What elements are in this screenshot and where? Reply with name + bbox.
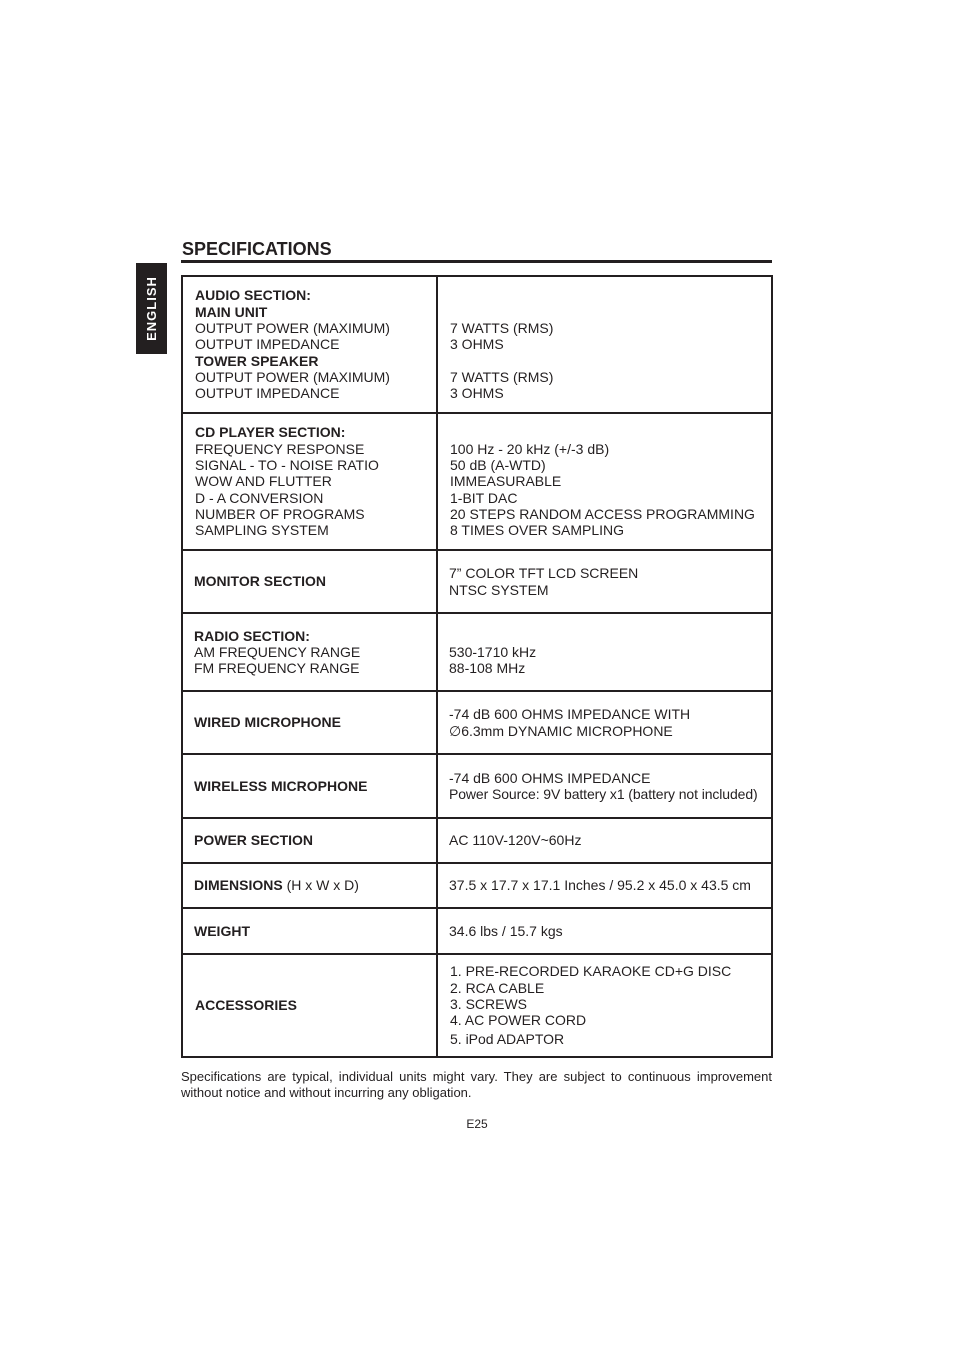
spec-value: -74 dB 600 OHMS IMPEDANCE WITH	[449, 706, 691, 723]
spec-label: D - A CONVERSION	[195, 489, 324, 506]
spec-heading: WIRED MICROPHONE	[194, 714, 341, 731]
spec-value: ∅6.3mm DYNAMIC MICROPHONE	[449, 722, 673, 739]
spec-value: 3 OHMS	[450, 385, 504, 402]
spec-value: 100 Hz - 20 kHz (+/-3 dB)	[450, 440, 610, 457]
spec-value: 88-108 MHz	[449, 660, 526, 677]
spec-value: 8 TIMES OVER SAMPLING	[450, 522, 625, 539]
weight-value	[437, 908, 772, 954]
list-item: 3. SCREWS	[450, 995, 528, 1012]
spec-value: 1-BIT DAC	[450, 489, 518, 506]
spec-label: NUMBER OF PROGRAMS	[195, 505, 365, 522]
spec-heading: MONITOR SECTION	[194, 573, 326, 590]
wireless-mic-values	[437, 754, 772, 818]
power-label	[182, 818, 437, 863]
table-row-power	[182, 818, 772, 863]
title-rule	[181, 260, 772, 263]
spec-value: 7” COLOR TFT LCD SCREEN	[449, 565, 639, 582]
spec-label: FREQUENCY RESPONSE	[195, 440, 365, 457]
cd-values	[437, 413, 772, 550]
table-row-accessories	[182, 954, 772, 1057]
list-item: 2. RCA CABLE	[450, 979, 545, 996]
table-row-wired-mic	[182, 691, 772, 754]
wired-mic-label	[182, 691, 437, 754]
specifications-table	[181, 275, 773, 1058]
table-row-radio	[182, 613, 772, 691]
spec-value: 50 dB (A-WTD)	[450, 457, 546, 474]
spec-label: FM FREQUENCY RANGE	[194, 660, 360, 677]
footer-note: Specifications are typical, individual units might vary. They are subject to continuous improvement without notice and without incurring any obligation.	[181, 1069, 772, 1100]
spec-value: AC 110V-120V~60Hz	[449, 832, 582, 849]
spec-heading: POWER SECTION	[194, 832, 314, 849]
spec-value: 530-1710 kHz	[449, 643, 537, 660]
accessories-label	[182, 954, 437, 1057]
spec-heading: WEIGHT	[194, 922, 250, 939]
main-unit-heading: MAIN UNIT	[195, 303, 268, 320]
spec-label: AM FREQUENCY RANGE	[194, 643, 361, 660]
spec-value: 20 STEPS RANDOM ACCESS PROGRAMMING	[450, 505, 755, 522]
spec-value: NTSC SYSTEM	[449, 581, 549, 598]
spec-value: -74 dB 600 OHMS IMPEDANCE	[449, 769, 651, 786]
page-title: SPECIFICATIONS	[182, 239, 332, 259]
radio-values	[437, 613, 772, 691]
spec-value: 34.6 lbs / 15.7 kgs	[449, 922, 563, 939]
monitor-label	[182, 550, 437, 613]
table-row-dimensions	[182, 863, 772, 908]
radio-labels	[182, 613, 437, 691]
list-item: 5. iPod ADAPTOR	[450, 1031, 565, 1048]
power-value	[437, 818, 772, 863]
table-row-cd	[182, 413, 772, 550]
dimensions-value	[437, 863, 772, 908]
dimensions-unit-note: (H x W x D)	[282, 877, 359, 894]
language-tab-label: ENGLISH	[144, 276, 160, 341]
wired-mic-values	[437, 691, 772, 754]
table-row-monitor	[182, 550, 772, 613]
spec-heading: WIRELESS MICROPHONE	[194, 777, 368, 794]
cd-labels	[182, 413, 437, 550]
radio-section-heading: RADIO SECTION:	[194, 627, 310, 644]
dimensions-label	[182, 863, 437, 908]
spec-value: 37.5 x 17.7 x 17.1 Inches / 95.2 x 45.0 x 43.5 cm	[449, 877, 751, 894]
audio-labels	[182, 276, 437, 413]
spec-value: 7 WATTS (RMS)	[450, 320, 554, 337]
spec-label: SAMPLING SYSTEM	[195, 522, 329, 539]
audio-values	[437, 276, 772, 413]
table-row-wireless-mic	[182, 754, 772, 818]
spec-heading: ACCESSORIES	[195, 997, 297, 1014]
spec-value: 3 OHMS	[450, 336, 504, 353]
spec-label: OUTPUT IMPEDANCE	[195, 336, 340, 353]
spec-value: 7 WATTS (RMS)	[450, 368, 554, 385]
spec-value: Power Source: 9V battery x1 (battery not included)	[449, 786, 758, 802]
accessories-values	[437, 954, 772, 1057]
page-number: E25	[466, 1117, 488, 1131]
cd-section-heading: CD PLAYER SECTION:	[195, 424, 346, 441]
list-item: 4. AC POWER CORD	[450, 1012, 587, 1029]
list-item: 1. PRE-RECORDED KARAOKE CD+G DISC	[450, 963, 732, 980]
weight-label	[182, 908, 437, 954]
spec-heading: DIMENSIONS	[194, 877, 283, 894]
audio-section-heading: AUDIO SECTION:	[195, 287, 311, 304]
spec-label: SIGNAL - TO - NOISE RATIO	[195, 457, 379, 474]
spec-label: OUTPUT POWER (MAXIMUM)	[195, 368, 390, 385]
table-row-weight	[182, 908, 772, 954]
wireless-mic-label	[182, 754, 437, 818]
spec-value: IMMEASURABLE	[450, 473, 562, 490]
table-row-audio	[182, 276, 772, 413]
spec-label: WOW AND FLUTTER	[195, 473, 332, 490]
spec-label: OUTPUT IMPEDANCE	[195, 385, 340, 402]
tower-speaker-heading: TOWER SPEAKER	[195, 352, 319, 369]
monitor-values	[437, 550, 772, 613]
spec-label: OUTPUT POWER (MAXIMUM)	[195, 320, 390, 337]
language-tab	[136, 263, 167, 354]
